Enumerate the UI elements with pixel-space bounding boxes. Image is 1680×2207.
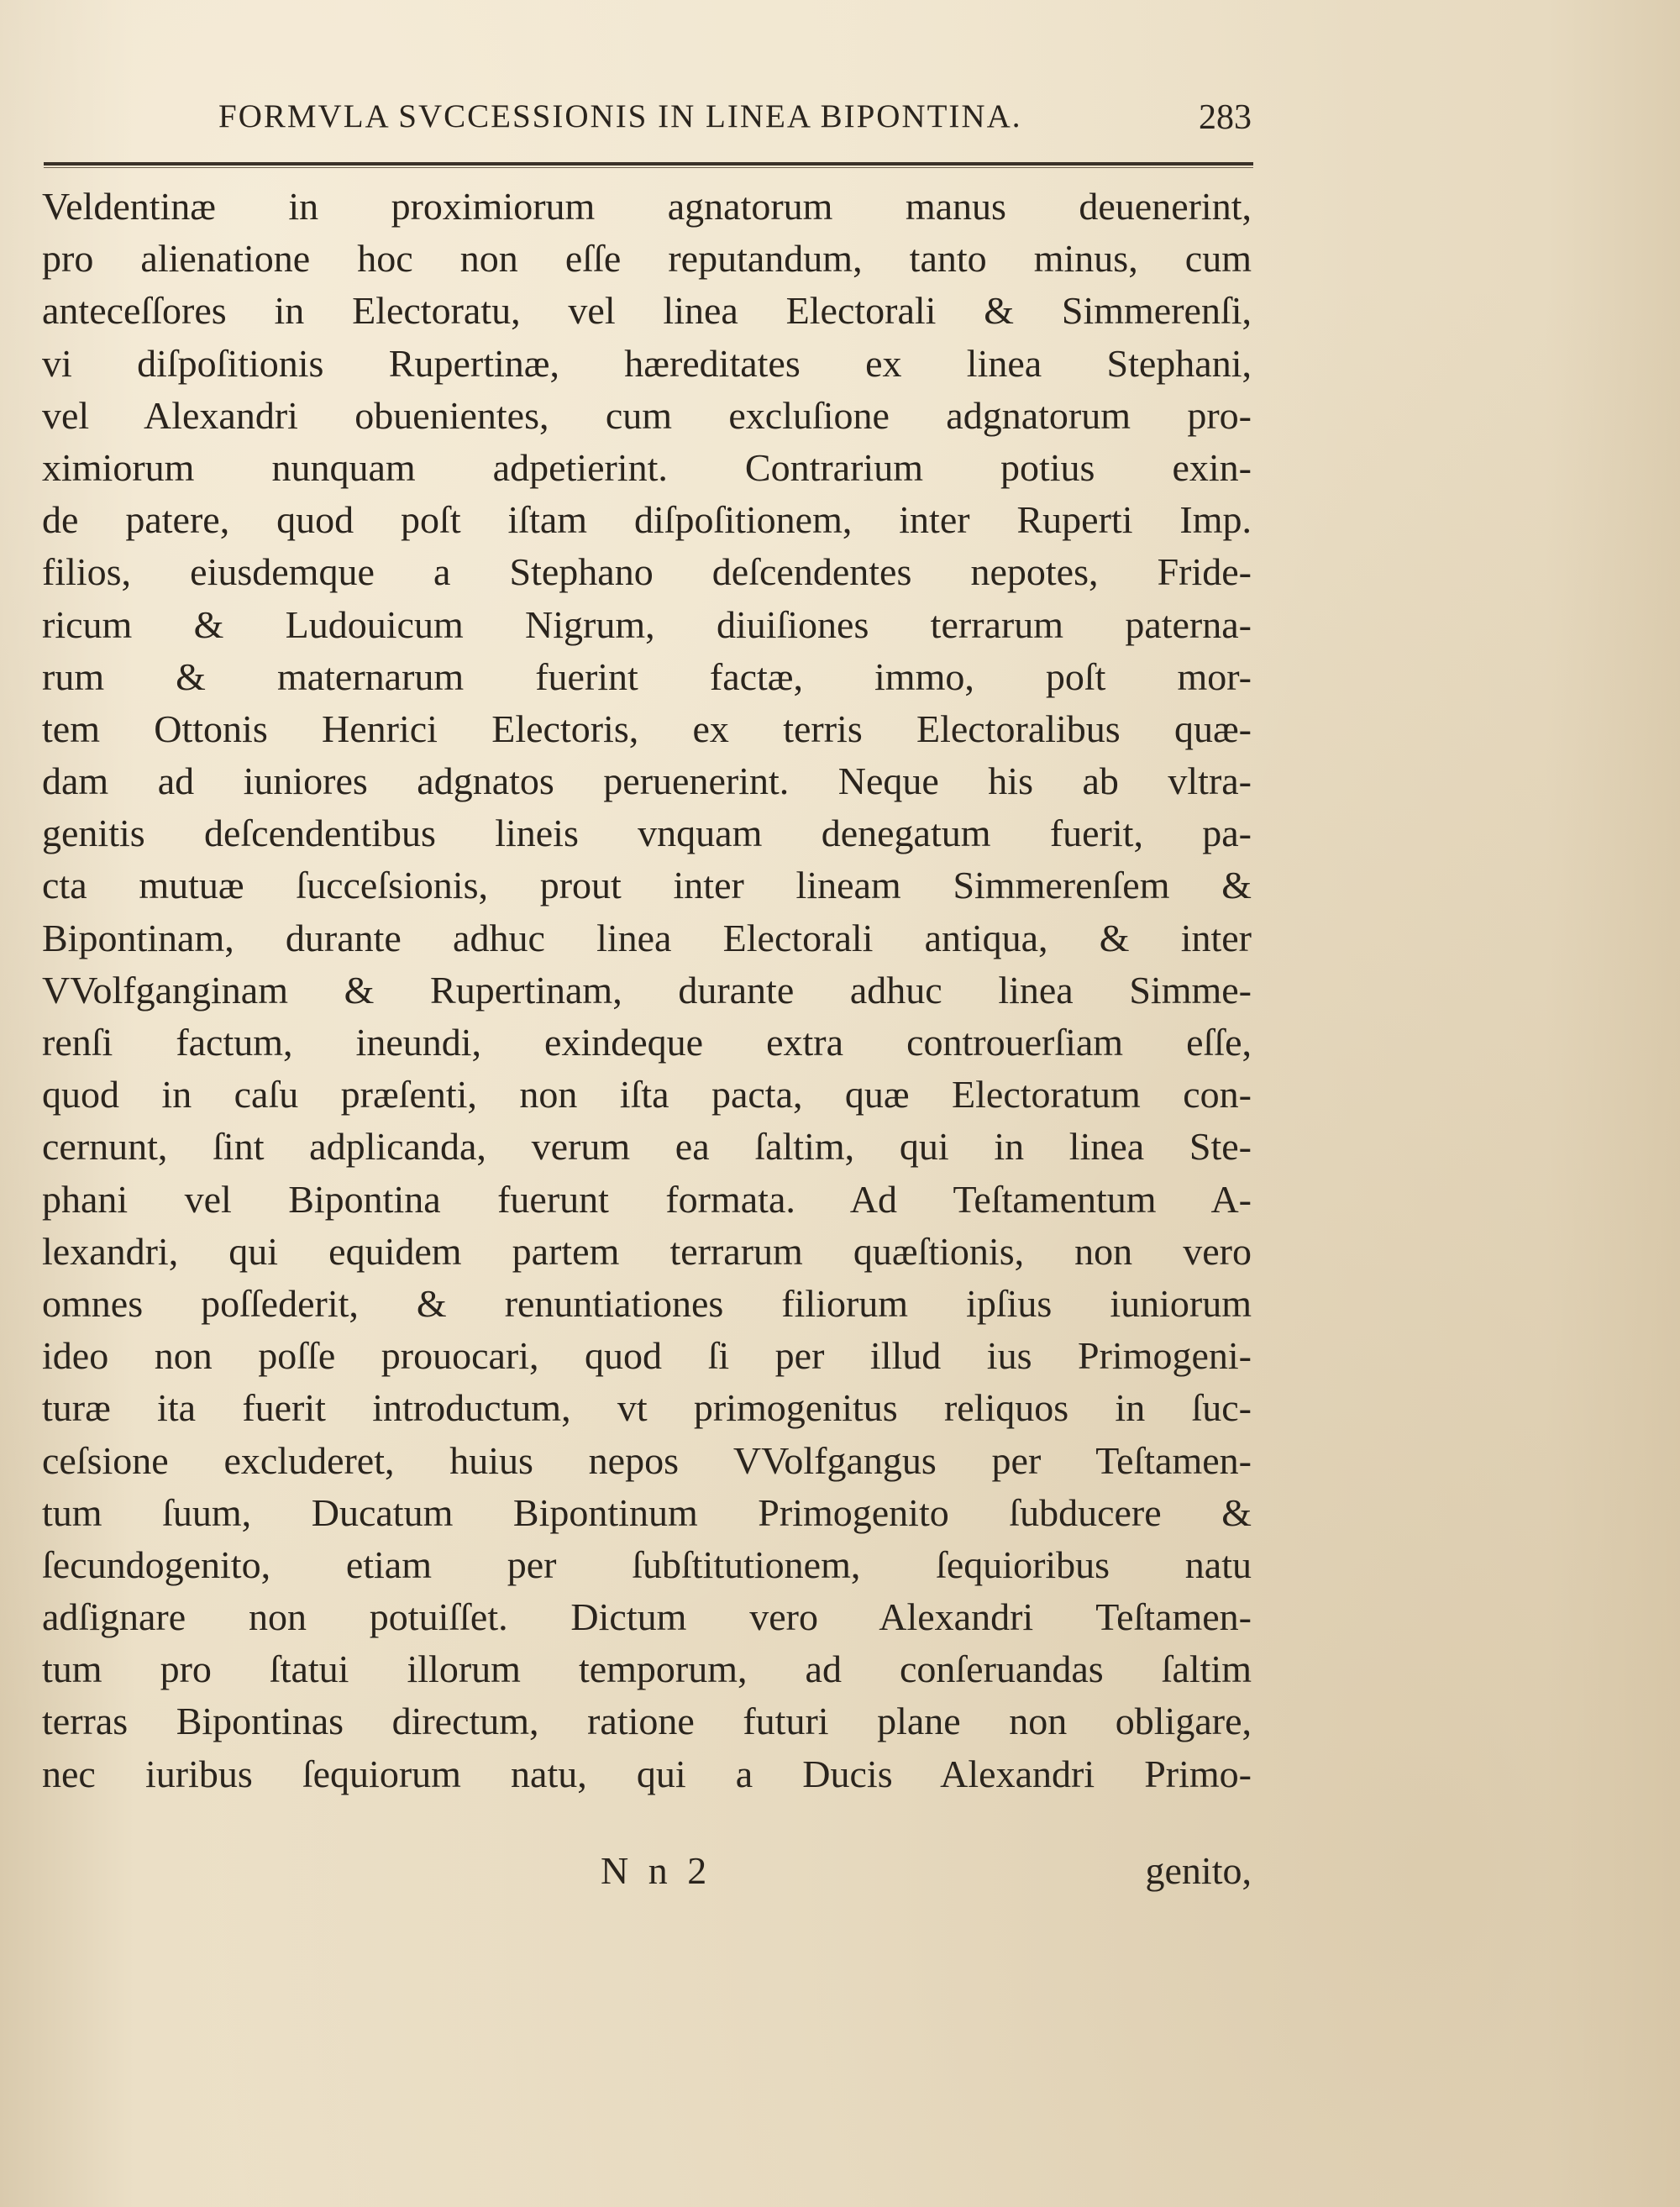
text-line: pro alienatione hoc non eſſe reputandum, tanto minus, cum <box>42 237 1252 281</box>
body-text <box>42 181 1252 1800</box>
text-line: genitis deſcendentibus lineis vnquam denegatum fuerit, pa- <box>42 812 1252 855</box>
running-title: FORMVLA SVCCESSIONIS IN LINEA BIPONTINA. <box>218 98 1022 134</box>
text-line: ſecundogenito, etiam per ſubſtitutionem, ſequioribus natu <box>42 1542 1252 1586</box>
text-line: filios, eiusdemque a Stephano deſcendentes nepotes, Fride- <box>42 550 1252 594</box>
text-line: renſi factum, ineundi, exindeque extra controuerſiam eſſe, <box>42 1021 1252 1064</box>
text-line: ideo non poſſe prouocari, quod ſi per illud ius Primogeni- <box>42 1334 1252 1378</box>
text-line: adſignare non potuiſſet. Dictum vero Alexandri Teſtamen- <box>42 1595 1252 1639</box>
text-line: terras Bipontinas directum, ratione futuri plane non obligare, <box>42 1700 1252 1743</box>
text-line: Veldentinæ in proximiorum agnatorum manus deuenerint, <box>42 185 1252 228</box>
text-line: ximiorum nunquam adpetierint. Contrarium potius exin- <box>42 445 1252 489</box>
text-line: tum pro ſtatui illorum temporum, ad conſeruandas ſaltim <box>42 1647 1252 1691</box>
text-line: ricum & Ludouicum Nigrum, diuiſiones terrarum paterna- <box>42 602 1252 646</box>
text-line: quod in caſu præſenti, non iſta pacta, quæ Electoratum con- <box>42 1073 1252 1117</box>
text-line: dam ad iuniores adgnatos peruenerint. Neque his ab vltra- <box>42 759 1252 803</box>
header-rule <box>44 162 1253 166</box>
text-line: anteceſſores in Electoratu, vel linea Electorali & Simmerenſi, <box>42 289 1252 333</box>
header-rule-thin <box>44 167 1253 168</box>
page-header <box>42 97 1252 148</box>
text-line: rum & maternarum fuerint factæ, immo, poſt mor- <box>42 654 1252 698</box>
text-line: Bipontinam, durante adhuc linea Electorali antiqua, & inter <box>42 916 1252 959</box>
signature-mark: N n 2 <box>601 1849 712 1892</box>
text-line: cernunt, ſint adplicanda, verum ea ſaltim, qui in linea Ste- <box>42 1125 1252 1169</box>
text-line: de patere, quod poſt iſtam diſpoſitionem, inter Ruperti Imp. <box>42 498 1252 542</box>
text-line: tem Ottonis Henrici Electoris, ex terris Electoralibus quæ- <box>42 707 1252 750</box>
text-line: nec iuribus ſequiorum natu, qui a Ducis Alexandri Primo- <box>42 1752 1252 1795</box>
text-line: omnes poſſederit, & renuntiationes filiorum ipſius iuniorum <box>42 1281 1252 1325</box>
text-line: phani vel Bipontina fuerunt formata. Ad Teſtamentum A- <box>42 1177 1252 1221</box>
page-footer <box>42 1848 1252 1900</box>
page-number: 283 <box>1199 98 1252 137</box>
text-line: VVolfganginam & Rupertinam, durante adhuc linea Simme- <box>42 968 1252 1012</box>
text-line: vi diſpoſitionis Rupertinæ, hæreditates ex linea Stephani, <box>42 341 1252 385</box>
text-line: turæ ita fuerit introductum, vt primogenitus reliquos in ſuc- <box>42 1386 1252 1430</box>
text-line: vel Alexandri obuenientes, cum excluſione adgnatorum pro- <box>42 393 1252 437</box>
text-line: tum ſuum, Ducatum Bipontinum Primogenito ſubducere & <box>42 1490 1252 1534</box>
text-line: cta mutuæ ſucceſsionis, prout inter lineam Simmerenſem & <box>42 864 1252 907</box>
catchword: genito, <box>1145 1849 1252 1892</box>
text-line: lexandri, qui equidem partem terrarum quæſtionis, non vero <box>42 1229 1252 1273</box>
text-line: ceſsione excluderet, huius nepos VVolfgangus per Teſtamen- <box>42 1438 1252 1482</box>
